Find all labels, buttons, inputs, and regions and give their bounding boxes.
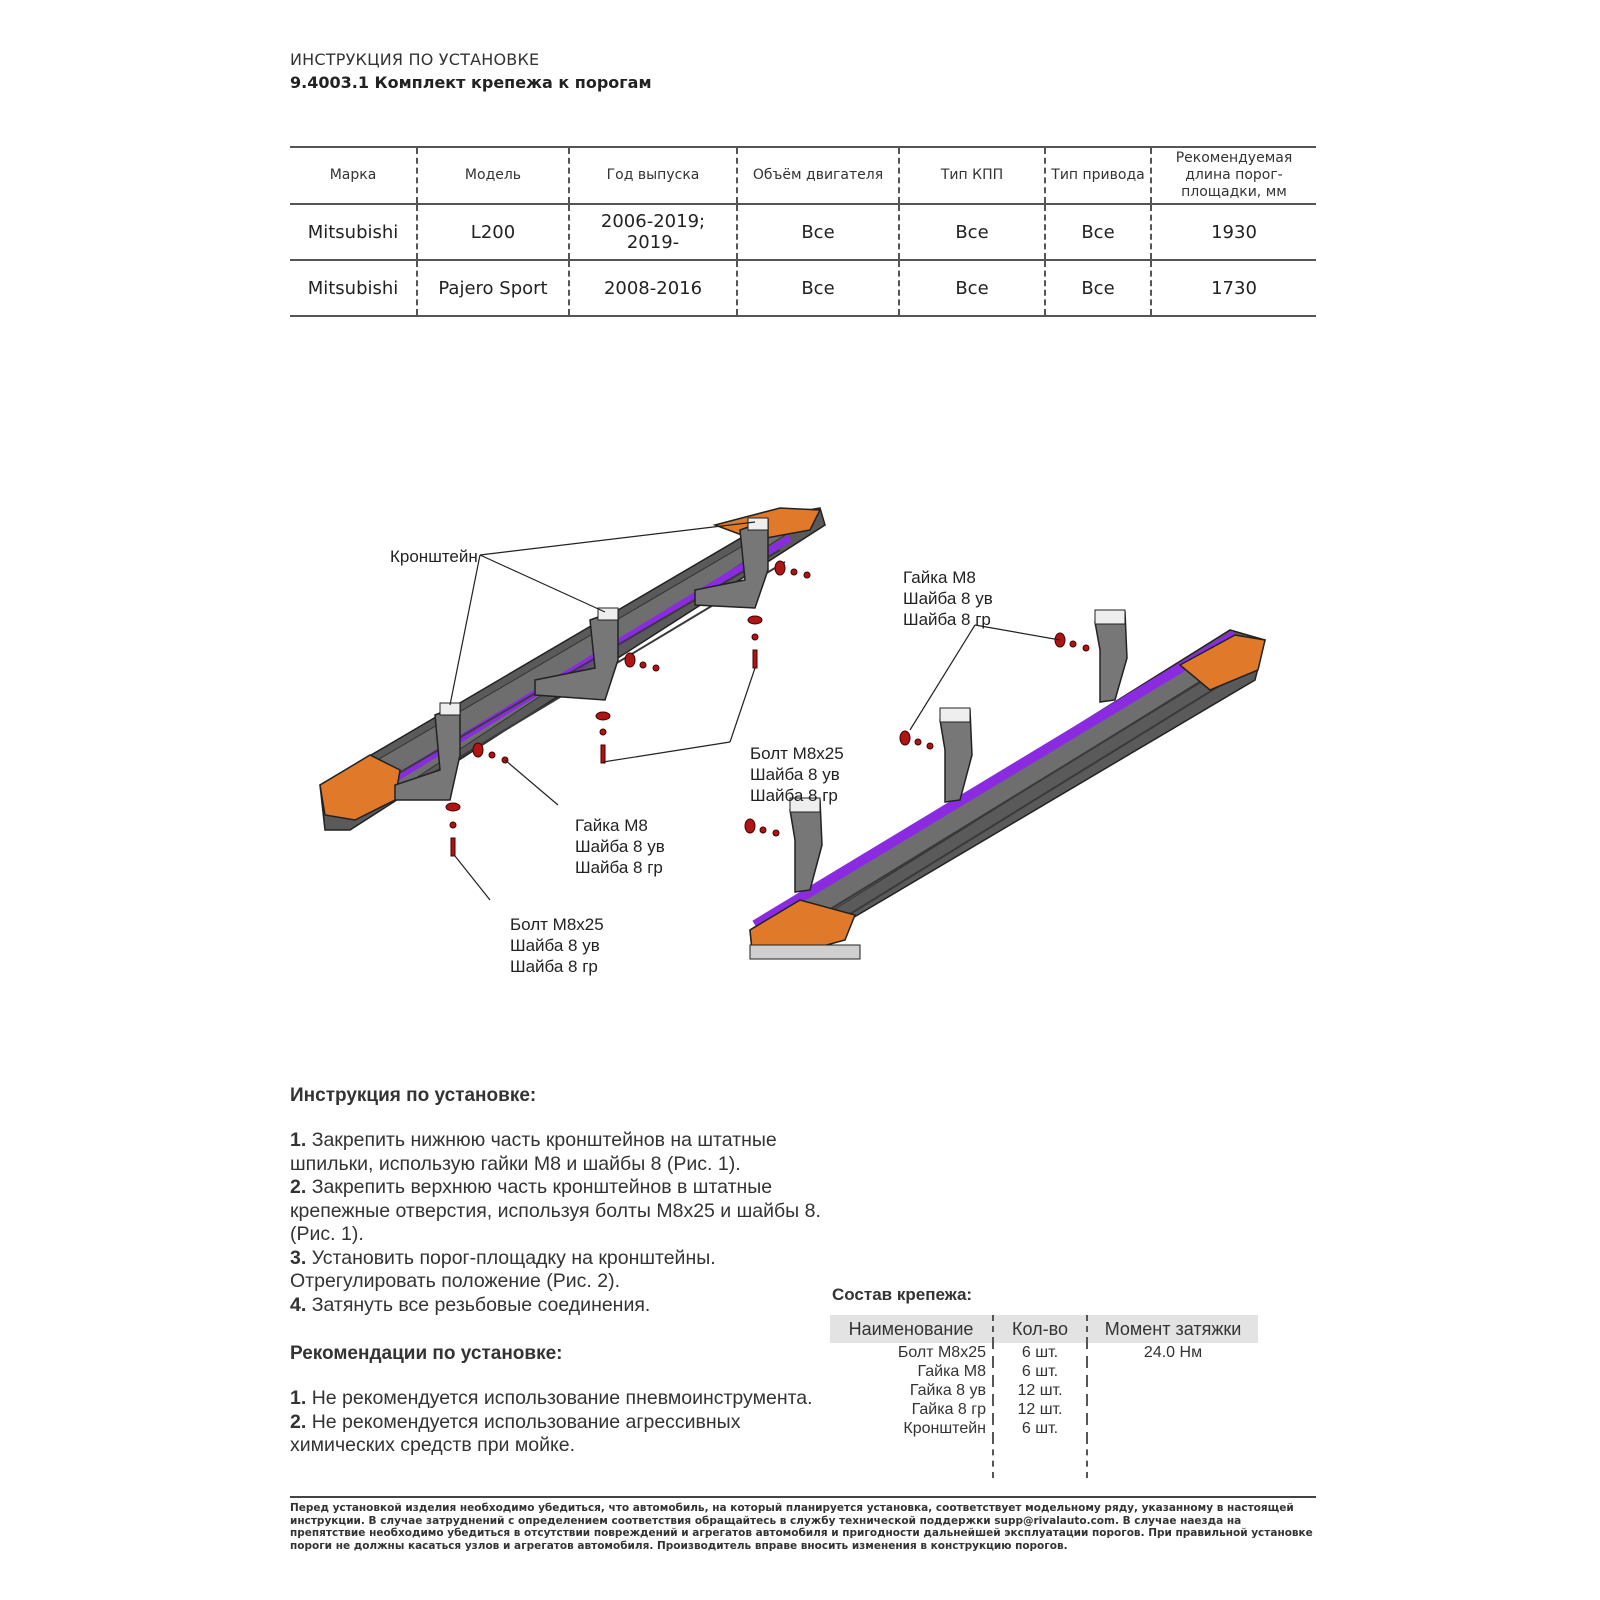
cell-length: 1930 <box>1151 204 1316 260</box>
kit-section <box>830 1285 1260 1478</box>
callout-bolt-set-bottom: Болт M8x25 Шайба 8 ув Шайба 8 гр <box>510 915 604 976</box>
cell-drive: Все <box>1045 204 1151 260</box>
cell-model: L200 <box>417 204 569 260</box>
list-item: 4. Затянуть все резьбовые соединения. <box>290 1293 651 1316</box>
cell-make: Mitsubishi <box>307 277 399 299</box>
callout-bolt-set-mid: Болт M8x25 Шайба 8 ув Шайба 8 гр <box>750 744 844 805</box>
fitment-table <box>290 146 1316 317</box>
list-item: 1. Не рекомендуется использование пневмоинструмента. <box>290 1387 813 1409</box>
col-gearbox: Тип КПП <box>899 147 1045 204</box>
col-make: Марка <box>329 167 377 183</box>
col-year: Год выпуска <box>569 147 737 204</box>
fitment-header-row <box>290 147 1316 204</box>
document-title: ИНСТРУКЦИЯ ПО УСТАНОВКЕ <box>290 50 540 69</box>
callout-bracket: Кронштейн <box>390 547 478 566</box>
kit-header-row <box>830 1315 1258 1343</box>
col-model: Модель <box>417 147 569 204</box>
col-engine: Объём двигателя <box>737 147 899 204</box>
recommendations-title: Рекомендации по установке: <box>290 1343 563 1364</box>
cell-drive: Все <box>1045 260 1151 316</box>
cell-make: Mitsubishi <box>307 221 399 243</box>
bracket-right-1 <box>790 798 822 892</box>
kit-col-qty: Кол-во <box>993 1315 1087 1343</box>
table-row <box>290 204 1316 260</box>
col-drive: Тип привода <box>1045 147 1151 204</box>
list-item: 3. Установить порог-площадку на кронштейны. Отрегулировать положение (Рис. 2). <box>290 1246 716 1292</box>
cell-year: 2008-2016 <box>569 260 737 316</box>
table-row: Болт M8x25 6 шт. 24.0 Нм <box>830 1343 1258 1362</box>
cell-year: 2006-2019; 2019- <box>569 204 737 260</box>
cell-length: 1730 <box>1151 260 1316 316</box>
cell-gearbox: Все <box>899 204 1045 260</box>
callout-nut-set-top: Гайка M8 Шайба 8 ув Шайба 8 гр <box>903 568 993 629</box>
table-row: Гайка 8 ув 12 шт. <box>830 1381 1258 1400</box>
cell-model: Pajero Sport <box>417 260 569 316</box>
callout-nut-set-left: Гайка M8 Шайба 8 ув Шайба 8 гр <box>575 816 665 877</box>
document-subtitle: 9.4003.1 Комплект крепежа к порогам <box>290 73 652 92</box>
table-row <box>290 260 1316 316</box>
table-row: Гайка 8 гр 12 шт. <box>830 1400 1258 1419</box>
bracket-right-3 <box>1095 610 1127 702</box>
kit-title: Состав крепежа: <box>832 1285 973 1304</box>
footer-disclaimer: Перед установкой изделия необходимо убедиться, что автомобиль, на который планируется установка, соответствует модельному ряду, указанному в настоящей инструкции. В случае затруднений с определением соответствия обращайтесь в службу технической поддержки supp@rivalauto.com. В случае наезда на препятствие необходимо убедиться в отсутствии повреждений и агрегатов автомобиля и пригодности дальнейшей эксплуатации порогов. При правильной установке пороги не должны касаться узлов и агрегатов автомобиля. Производитель вправе вносить изменения в конструкцию порогов. <box>290 1496 1316 1552</box>
list-item: 1. Закрепить нижнюю часть кронштейнов на штатные шпильки, использую гайки M8 и шайбы 8 (Рис. 1). <box>290 1129 777 1175</box>
list-item: 2. Не рекомендуется использование агрессивных химических средств при мойке. <box>290 1410 741 1456</box>
cell-engine: Все <box>737 204 899 260</box>
kit-col-torque: Момент затяжки <box>1087 1315 1258 1343</box>
cell-engine: Все <box>737 260 899 316</box>
cell-gearbox: Все <box>899 260 1045 316</box>
document-header <box>290 50 652 92</box>
col-length: Рекомендуемая длина порог-площадки, мм <box>1151 147 1316 204</box>
list-item: 2. Закрепить верхнюю часть кронштейнов в штатные крепежные отверстия, используя болты M8x25 и шайбы 8. (Рис. 1). <box>290 1176 821 1245</box>
torque-value: 24.0 Нм <box>1087 1343 1258 1362</box>
bracket-right-2 <box>940 708 972 802</box>
table-row: Гайка M8 6 шт. <box>830 1362 1258 1381</box>
instructions-section <box>290 1085 850 1458</box>
instructions-title: Инструкция по установке: <box>290 1085 537 1106</box>
kit-col-name: Наименование <box>830 1315 993 1343</box>
table-row: Кронштейн 6 шт. <box>830 1419 1258 1438</box>
kit-table <box>830 1315 1258 1478</box>
